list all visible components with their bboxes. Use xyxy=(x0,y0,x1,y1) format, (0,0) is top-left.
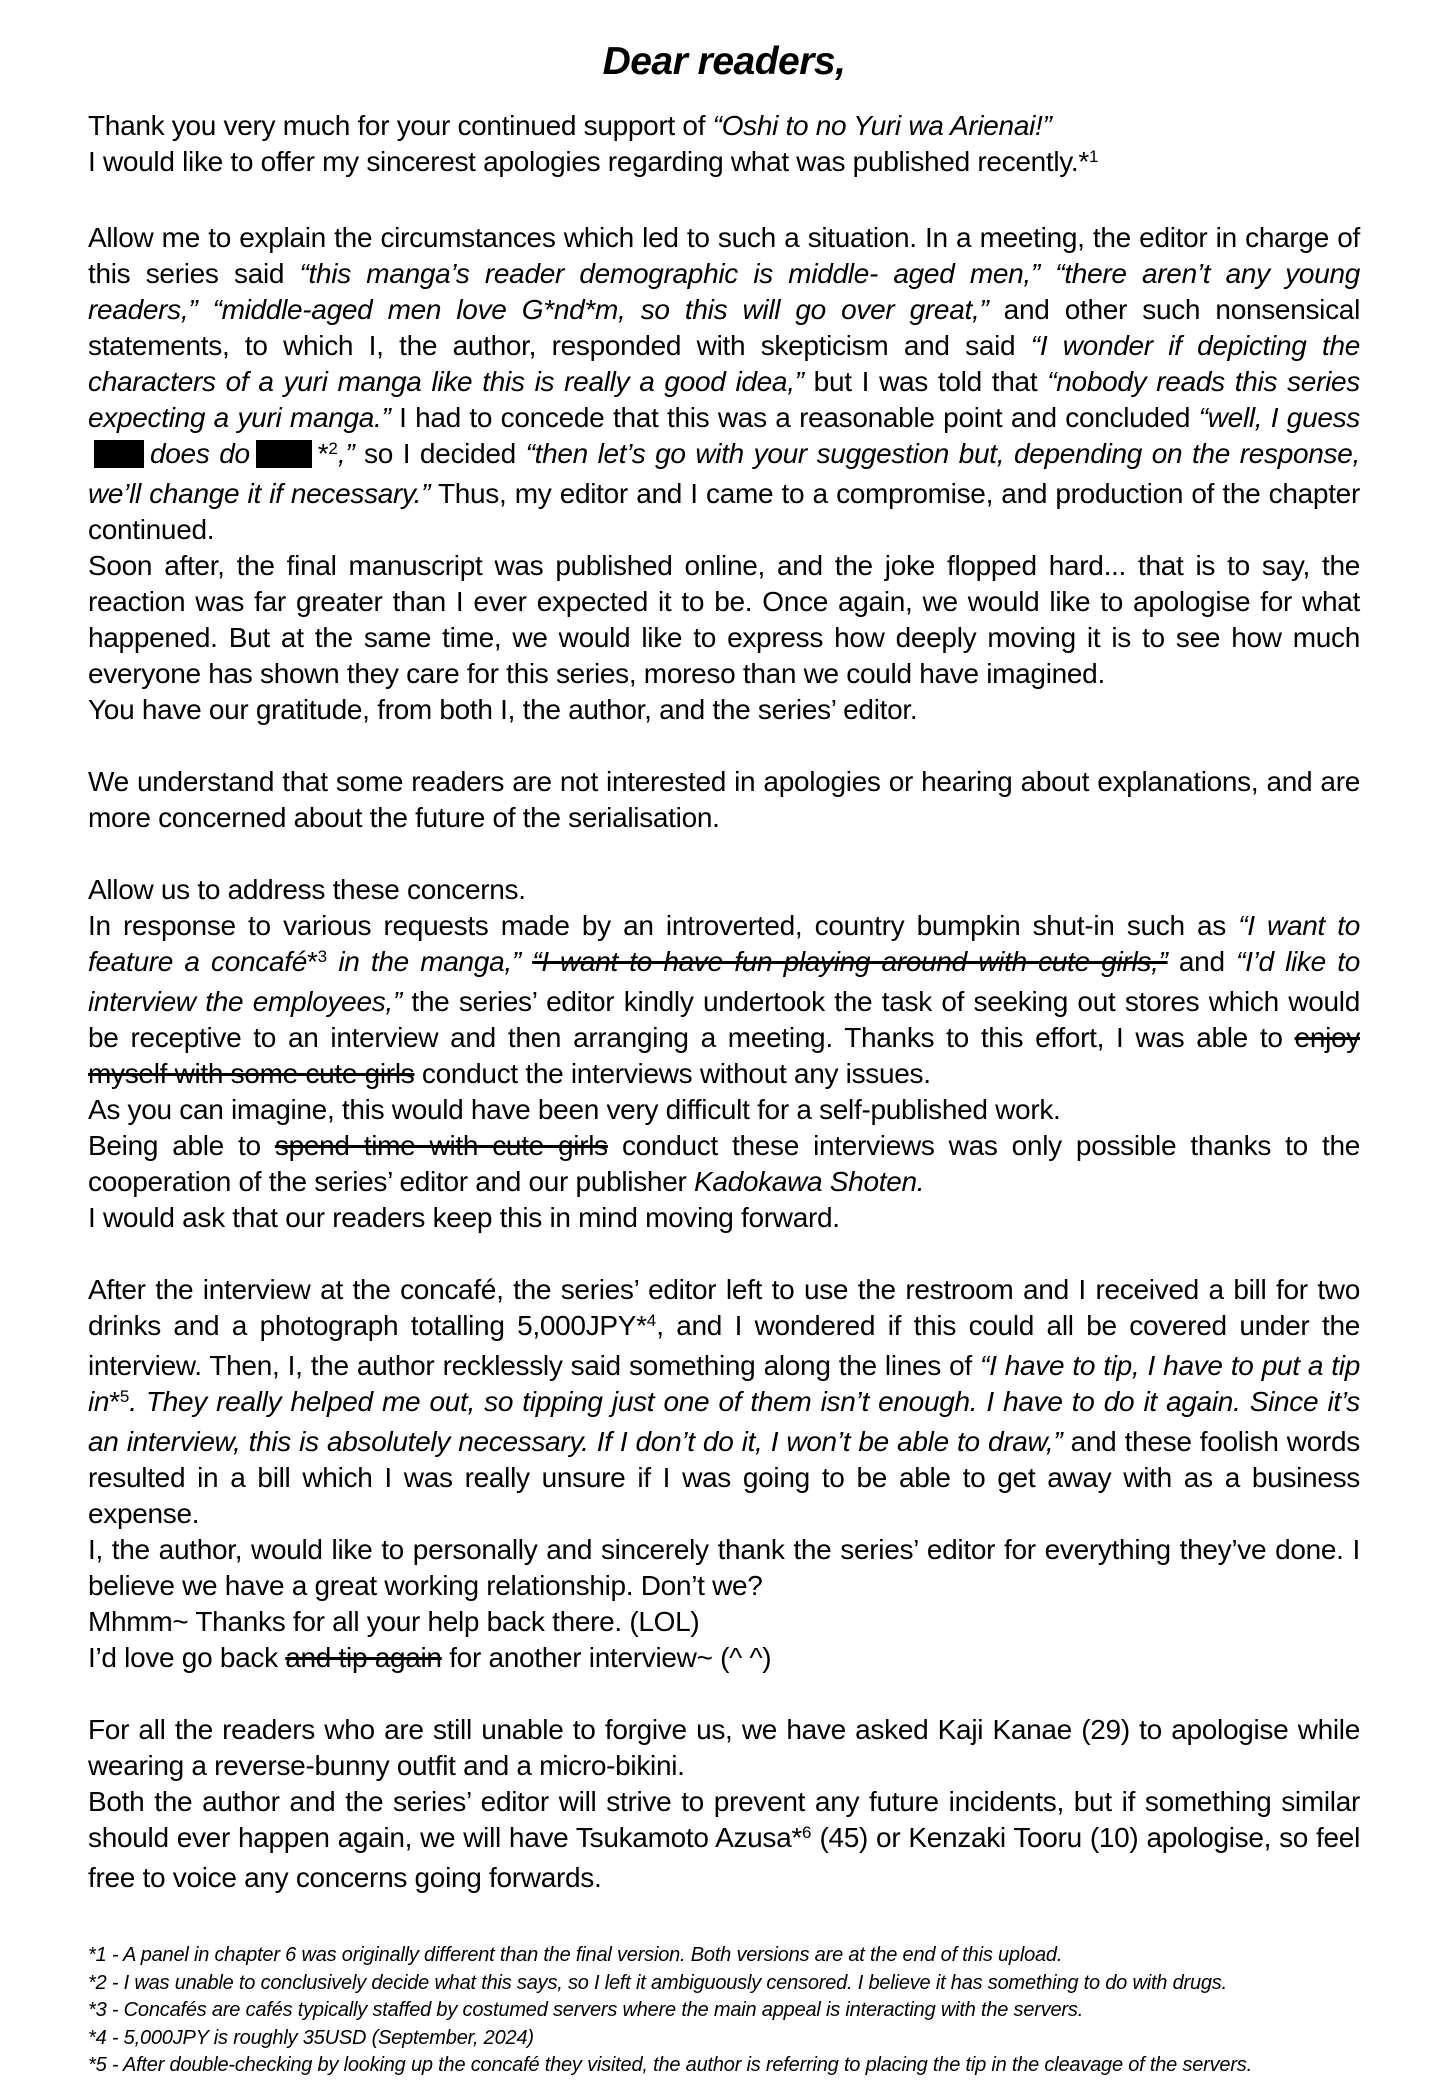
text-run: Thank you very much for your continued support of xyxy=(88,110,713,141)
text-run xyxy=(197,294,212,325)
footnote-marker: 6 xyxy=(802,1822,812,1842)
strikethrough-text: spend time with cute girls xyxy=(274,1130,608,1161)
quote-text: “I wonder if depicting the characters of a yuri manga like this is really a good idea,” xyxy=(88,330,1360,397)
text-run: We understand that some readers are not interested in apologies or hearing about explanations, and are more concerned about the future of the serialisation. xyxy=(88,766,1360,833)
paragraph xyxy=(88,1784,1360,1896)
text-run: Allow us to address these concerns. xyxy=(88,874,526,905)
quote-text: Kadokawa Shoten. xyxy=(693,1166,925,1197)
paragraph xyxy=(88,1092,1360,1128)
text-run: * xyxy=(306,946,318,977)
strikethrough-text: and tip again xyxy=(285,1642,442,1673)
strikethrough-text: enjoy myself with some cute girls xyxy=(88,1022,1360,1089)
text-run: * xyxy=(109,1386,120,1417)
quote-text: “I have to tip, I have to put a tip in xyxy=(88,1350,1360,1417)
letter-title: Dear readers, xyxy=(602,40,846,83)
text-run: (45) or Kenzaki Tooru (10) apologise, so feel free to voice any concerns going forwards. xyxy=(88,1822,1360,1893)
paragraph xyxy=(88,1604,1360,1640)
text-run: For all the readers who are still unable to forgive us, we have asked Kaji Kanae (29) to apologise while wearing a reverse-bunny outfit and a micro-bikini. xyxy=(88,1714,1360,1781)
censor-box xyxy=(256,440,312,468)
text-run: conduct the interviews without any issues. xyxy=(414,1058,931,1089)
censor-box xyxy=(94,440,144,468)
text-run: Being able to xyxy=(88,1130,275,1161)
quote-text: . They really helped me out, so tipping just one of them isn’t enough. I have to do it again. Since it’s an interview, this is absolutely necessary. If I don’t do it, I won’t be able to draw,” xyxy=(88,1386,1360,1457)
text-run: and these foolish words resulted in a bill which I was really unsure if I was going to be able to get away with as a business expense. xyxy=(88,1426,1360,1529)
footnote: *2 - I was unable to conclusively decide what this says, so I left it ambiguously censored. I believe it has something to do with drugs. xyxy=(88,1971,1227,1994)
quote-text: does do xyxy=(150,438,250,469)
footnote-marker: 2 xyxy=(328,438,338,458)
text-run: Both the author and the series’ editor will strive to prevent any future incidents, but if something similar should ever happen again, we will have Tsukamoto Azusa xyxy=(88,1786,1360,1853)
text-run: I would ask that our readers keep this in mind moving forward. xyxy=(88,1202,840,1233)
paragraph xyxy=(88,1532,1360,1604)
text-run: Mhmm~ Thanks for all your help back there. (LOL) xyxy=(88,1606,700,1637)
footnote-marker: 1 xyxy=(1088,146,1099,166)
text-run: , and I wondered if this could all be covered under the interview. Then, I, the author recklessly said something along the lines of xyxy=(88,1310,1360,1381)
paragraph xyxy=(88,1272,1360,1532)
paragraph xyxy=(88,1712,1360,1784)
text-run: Soon after, the final manuscript was published online, and the joke flopped hard... that is to say, the reaction was far greater than I ever expected it to be. Once again, we would like to apologise for what happened. But at the same time, we would like to express how deeply moving it is to see how much everyone has shown they care for this series, moreso than we could have imagined. xyxy=(88,550,1360,689)
quote-text: “middle-aged men love G*nd*m, so this will go over great,” xyxy=(212,294,989,325)
text-run: I would like to offer my sincerest apologies regarding what was published recently. xyxy=(88,146,1079,177)
footnote-marker: 4 xyxy=(646,1310,657,1330)
text-run: After the interview at the concafé, the series’ editor left to use the restroom and I received a bill for two drinks and a photograph totalling 5,000JPY xyxy=(88,1274,1360,1341)
footnote: *1 - A panel in chapter 6 was originally different than the final version. Both versions are at the end of this upload. xyxy=(88,1944,1063,1966)
text-run: and xyxy=(1167,946,1237,977)
paragraph xyxy=(88,764,1360,836)
text-run: conduct these interviews was only possible thanks to the cooperation of the series’ editor and our publisher xyxy=(88,1130,1360,1197)
text-run: I, the author, would like to personally and sincerely thank the series’ editor for everything they’ve done. I believe we have a great working relationship. Don’t we? xyxy=(88,1534,1360,1601)
quote-text: ,” xyxy=(337,438,355,469)
text-run: * xyxy=(317,438,329,469)
quote-text: in the manga,” xyxy=(327,946,521,977)
footnote-marker: 5 xyxy=(119,1386,130,1406)
letter-body xyxy=(88,108,1360,1896)
text-run: and other such nonsensical statements, to which I, the author, responded with skepticism and said xyxy=(88,294,1360,361)
strikethrough-text: “I want to have fun playing around with cute girls,” xyxy=(532,946,1168,977)
text-run: * xyxy=(636,1310,647,1341)
footnote: *5 - After double-checking by looking up the concafé they visited, the author is referring to placing the tip in the cleavage of the servers. xyxy=(88,2054,1252,2076)
paragraph xyxy=(88,692,1360,728)
text-run: * xyxy=(791,1822,802,1853)
footnote: *4 - 5,000JPY is roughly 35USD (September, 2024) xyxy=(88,2026,534,2049)
paragraph xyxy=(88,108,1360,144)
quote-text: “well, I guess xyxy=(1198,402,1361,433)
text-run: You have our gratitude, from both I, the author, and the series’ editor. xyxy=(88,694,918,725)
text-run xyxy=(521,946,532,977)
quote-text: “I’d like to interview the employees,” xyxy=(88,946,1360,1017)
paragraph xyxy=(88,872,1360,908)
quote-text: “nobody reads this series expecting a yuri manga.” xyxy=(88,366,1360,433)
text-run: As you can imagine, this would have been very difficult for a self-published work. xyxy=(88,1094,1061,1125)
text-run: I’d love go back xyxy=(88,1642,286,1673)
text-run: I had to concede that this was a reasonable point and concluded xyxy=(390,402,1199,433)
text-run: so I decided xyxy=(354,438,526,469)
quote-text: “this manga’s reader demographic is middle- aged men,” xyxy=(299,258,1040,289)
quote-text: “there aren’t any young readers,” xyxy=(88,258,1361,325)
paragraph xyxy=(88,1640,1360,1676)
text-run: Allow me to explain the circumstances which led to such a situation. In a meeting, the editor in charge of this series said xyxy=(88,222,1360,289)
text-run: Thus, my editor and I came to a compromise, and production of the chapter continued. xyxy=(88,478,1360,545)
paragraph xyxy=(88,1200,1360,1236)
quote-text: “Oshi to no Yuri wa Arienai!” xyxy=(712,110,1052,141)
quote-text: “I want to feature a concafé xyxy=(88,910,1360,977)
text-run: but I was told that xyxy=(803,366,1048,397)
paragraph xyxy=(88,144,1360,184)
paragraph xyxy=(88,1128,1360,1200)
text-run: the series’ editor kindly undertook the task of seeking out stores which would be receptive to an interview and then arranging a meeting. Thanks to this effort, I was able to xyxy=(88,986,1360,1053)
paragraph xyxy=(88,220,1360,548)
paragraph xyxy=(88,908,1360,1092)
text-run: * xyxy=(1078,146,1089,177)
quote-text: “then let’s go with your suggestion but, depending on the response, we’ll change it if necessary.” xyxy=(88,438,1360,509)
footnote-marker: 3 xyxy=(317,946,328,966)
text-run: for another interview~ (^ ^) xyxy=(441,1642,772,1673)
footnote: *3 - Concafés are cafés typically staffed by costumed servers where the main appeal is interacting with the servers. xyxy=(88,1999,1084,2021)
text-run xyxy=(1040,258,1055,289)
paragraph xyxy=(88,548,1360,692)
footnotes-section xyxy=(88,1896,1360,2080)
text-run: In response to various requests made by an introverted, country bumpkin shut-in such as xyxy=(88,910,1239,941)
